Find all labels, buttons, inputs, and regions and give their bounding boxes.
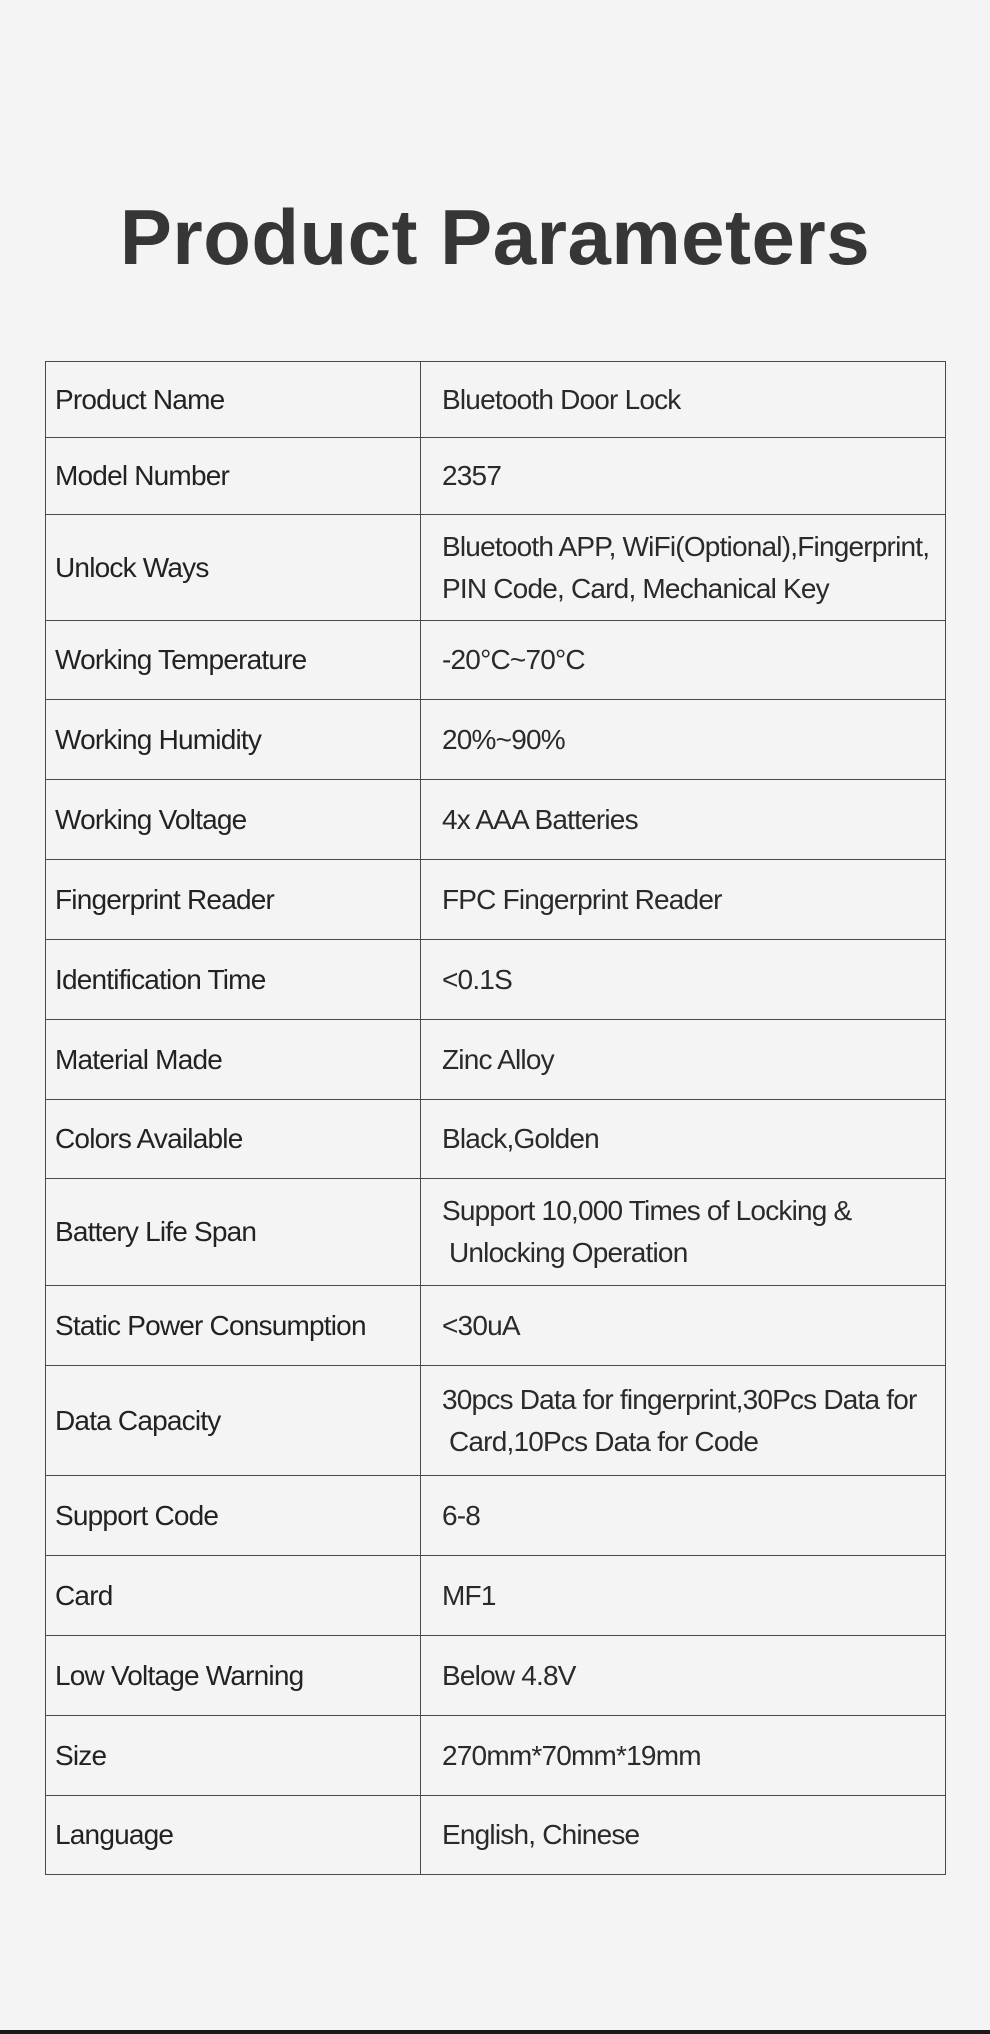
- parameter-value-line: English, Chinese: [442, 1819, 640, 1850]
- parameter-value: [421, 438, 946, 515]
- parameter-value: [421, 1796, 946, 1875]
- table-row: [46, 438, 946, 515]
- table-row: [46, 1179, 946, 1286]
- parameter-value-line: 4x AAA Batteries: [442, 803, 638, 835]
- bottom-divider: [0, 2030, 990, 2034]
- parameters-table: [45, 361, 946, 1875]
- parameter-label: Working Voltage: [46, 780, 421, 860]
- table-row: [46, 621, 946, 700]
- parameter-label: Product Name: [46, 362, 421, 438]
- parameter-value: [421, 1636, 946, 1716]
- parameter-label: Model Number: [46, 438, 421, 515]
- parameter-value: [421, 1100, 946, 1179]
- parameter-value-line: Bluetooth Door Lock: [442, 383, 681, 415]
- table-row: [46, 1020, 946, 1100]
- parameter-label: Unlock Ways: [46, 515, 421, 621]
- parameter-value-line: MF1: [442, 1579, 496, 1611]
- parameter-value-line: Zinc Alloy: [442, 1043, 554, 1075]
- table-row: [46, 860, 946, 940]
- parameter-label: Working Temperature: [46, 621, 421, 700]
- parameter-value: [421, 1476, 946, 1556]
- parameter-value-line: Black,Golden: [442, 1123, 599, 1154]
- table-row: [46, 940, 946, 1020]
- parameter-value: [421, 700, 946, 780]
- parameter-value: [421, 780, 946, 860]
- table-row: [46, 362, 946, 438]
- parameter-label: Data Capacity: [46, 1366, 421, 1476]
- parameter-label: Fingerprint Reader: [46, 860, 421, 940]
- parameter-value: [421, 1179, 946, 1286]
- parameter-value-line: Support 10,000 Times of Locking &: [442, 1195, 852, 1226]
- parameter-value: [421, 1556, 946, 1636]
- parameter-value-line: PIN Code, Card, Mechanical Key: [442, 572, 829, 604]
- table-row: [46, 1716, 946, 1796]
- parameter-label: Language: [46, 1796, 421, 1875]
- parameter-label: Identification Time: [46, 940, 421, 1020]
- parameter-value-line: Unlocking Operation: [442, 1237, 688, 1268]
- parameter-value-line: 270mm*70mm*19mm: [442, 1739, 701, 1771]
- table-row: [46, 1476, 946, 1556]
- parameter-label: Low Voltage Warning: [46, 1636, 421, 1716]
- table-row: [46, 515, 946, 621]
- parameter-value: [421, 1716, 946, 1796]
- parameter-label: Support Code: [46, 1476, 421, 1556]
- parameter-value-line: 2357: [442, 460, 502, 491]
- parameter-label: Static Power Consumption: [46, 1286, 421, 1366]
- parameter-value-line: 20%~90%: [442, 723, 565, 755]
- parameter-value-line: FPC Fingerprint Reader: [442, 883, 722, 915]
- parameter-label: Working Humidity: [46, 700, 421, 780]
- parameter-value-line: 30pcs Data for fingerprint,30Pcs Data for: [442, 1383, 917, 1415]
- table-row: [46, 1286, 946, 1366]
- table-row: [46, 1796, 946, 1875]
- parameter-value-line: Below 4.8V: [442, 1659, 576, 1691]
- parameter-label: Battery Life Span: [46, 1179, 421, 1286]
- parameter-value-line: Card,10Pcs Data for Code: [442, 1425, 759, 1457]
- parameter-value: [421, 515, 946, 621]
- table-row: [46, 1100, 946, 1179]
- page-title: Product Parameters: [119, 193, 871, 282]
- table-row: [46, 780, 946, 860]
- table-row: [46, 1556, 946, 1636]
- parameter-value: [421, 1020, 946, 1100]
- parameter-label: Material Made: [46, 1020, 421, 1100]
- parameters-table-body: [46, 362, 946, 1875]
- parameter-value: [421, 621, 946, 700]
- parameter-label: Colors Available: [46, 1100, 421, 1179]
- parameter-value-line: <30uA: [442, 1309, 520, 1341]
- parameter-value: [421, 1366, 946, 1476]
- parameter-value: [421, 362, 946, 438]
- table-row: [46, 1366, 946, 1476]
- parameter-value-line: -20°C~70°C: [442, 644, 585, 675]
- parameter-value: [421, 860, 946, 940]
- parameter-value-line: Bluetooth APP, WiFi(Optional),Fingerprint,: [442, 530, 930, 562]
- parameter-label: Card: [46, 1556, 421, 1636]
- table-row: [46, 1636, 946, 1716]
- parameter-value: [421, 940, 946, 1020]
- parameter-value-line: 6-8: [442, 1499, 481, 1531]
- parameter-label: Size: [46, 1716, 421, 1796]
- parameter-value: [421, 1286, 946, 1366]
- parameter-value-line: <0.1S: [442, 963, 512, 995]
- table-row: [46, 700, 946, 780]
